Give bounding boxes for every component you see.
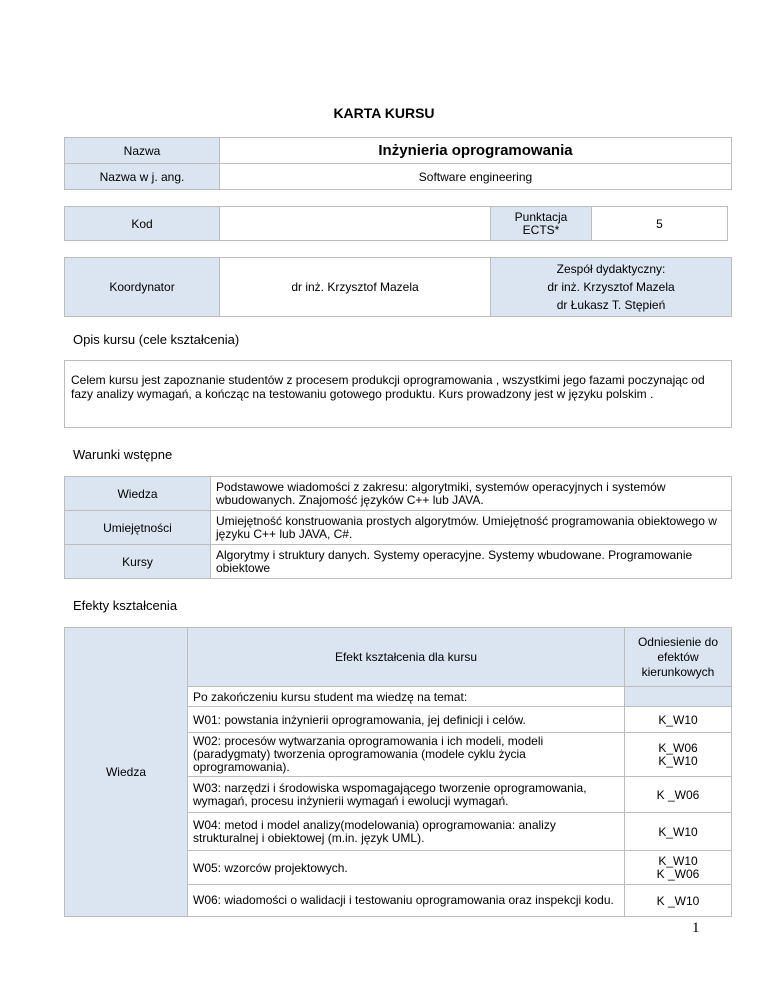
efekt-row-ref: K _W10 — [625, 885, 732, 917]
warunki-heading: Warunki wstępne — [73, 447, 173, 462]
efekt-row-text: W01: powstania inżynierii oprogramowania, jej definicji i celów. — [188, 707, 625, 733]
warunki-label: Umiejętności — [65, 511, 211, 545]
kod-value — [220, 207, 491, 241]
course-name-table — [64, 137, 732, 190]
zespol-member: dr inż. Krzysztof Mazela — [547, 280, 675, 294]
efekty-intro: Po zakończeniu kursu student ma wiedzę na temat: — [188, 687, 625, 707]
opis-text: Celem kursu jest zapoznanie studentów z procesem produkcji oprogramowania , wszystkimi jego fazami poczynając od fazy analizy wymagań, a kończąc na testowaniu gotowego produktu. Kurs prowadzony jest w języku polskim . — [64, 360, 732, 428]
course-code-table — [64, 206, 728, 241]
ects-value: 5 — [592, 207, 728, 241]
warunki-label: Kursy — [65, 545, 211, 579]
page-title: KARTA KURSU — [333, 105, 435, 121]
warunki-text: Podstawowe wiadomości z zakresu: algorytmiki, systemów operacyjnych i systemów wbudowanych. Znajomość języków C++ lub JAVA. — [211, 477, 732, 511]
efekt-row-ref: K_W10 — [625, 813, 732, 851]
zespol-member: dr Łukasz T. Stępień — [556, 298, 666, 312]
koordynator-value: dr inż. Krzysztof Mazela — [220, 258, 491, 317]
efekt-row-ref: K_W10 — [625, 707, 732, 733]
efekt-row-ref-text: K_W06 K_W10 — [658, 740, 698, 768]
efekty-heading: Efekty kształcenia — [73, 598, 178, 613]
nazwa-value: Inżynieria oprogramowania — [220, 138, 732, 164]
opis-heading: Opis kursu (cele kształcenia) — [73, 332, 240, 347]
efekt-row-text: W05: wzorców projektowych. — [188, 851, 625, 885]
warunki-table — [64, 476, 732, 579]
nazwa-label: Nazwa — [65, 138, 220, 164]
zespol-cell — [491, 258, 732, 317]
efekty-group-label: Wiedza — [65, 628, 188, 917]
efekt-row-text: W04: metod i model analizy(modelowania) oprogramowania: analizy strukturalnej i obiektowej (m.in. język UML). — [188, 813, 625, 851]
nazwa-ang-label: Nazwa w j. ang. — [65, 164, 220, 190]
kod-label: Kod — [65, 207, 220, 241]
efekty-table — [64, 627, 732, 917]
efekty-intro-ref — [625, 687, 732, 707]
warunki-text: Algorytmy i struktury danych. Systemy operacyjne. Systemy wbudowane. Programowanie obiektowe — [211, 545, 732, 579]
efekt-row-ref — [625, 851, 732, 885]
warunki-text: Umiejętność konstruowania prostych algorytmów. Umiejętność programowania obiektowego w języku C++ lub JAVA, C#. — [211, 511, 732, 545]
efekty-col-ref: Odniesienie do efektów kierunkowych — [625, 628, 732, 687]
efekt-row-ref-text: K_W10 K _W06 — [656, 853, 700, 881]
coordinator-table — [64, 257, 732, 317]
efekt-row-ref — [625, 733, 732, 777]
nazwa-ang-value: Software engineering — [220, 164, 732, 190]
efekt-row-ref: K _W06 — [625, 777, 732, 813]
efekt-row-text: W03: narzędzi i środowiska wspomagającego tworzenie oprogramowania, wymagań, procesu inżynierii wymagań i ewolucji wymagań. — [188, 777, 625, 813]
efekt-row-text: W02: procesów wytwarzania oprogramowania i ich modeli, modeli (paradygmaty) tworzenia oprogramowania (modele cyklu życia oprogramowania). — [188, 733, 625, 777]
warunki-label: Wiedza — [65, 477, 211, 511]
page-number: 1 — [692, 920, 700, 936]
koordynator-label: Koordynator — [65, 258, 220, 317]
ects-label-text: Punktacja ECTS* — [514, 209, 568, 237]
efekt-row-text: W06: wiadomości o walidacji i testowaniu oprogramowania oraz inspekcji kodu. — [188, 885, 625, 917]
efekty-col-effect: Efekt kształcenia dla kursu — [188, 628, 625, 687]
ects-label — [491, 207, 592, 241]
zespol-label: Zespół dydaktyczny: — [556, 262, 666, 276]
